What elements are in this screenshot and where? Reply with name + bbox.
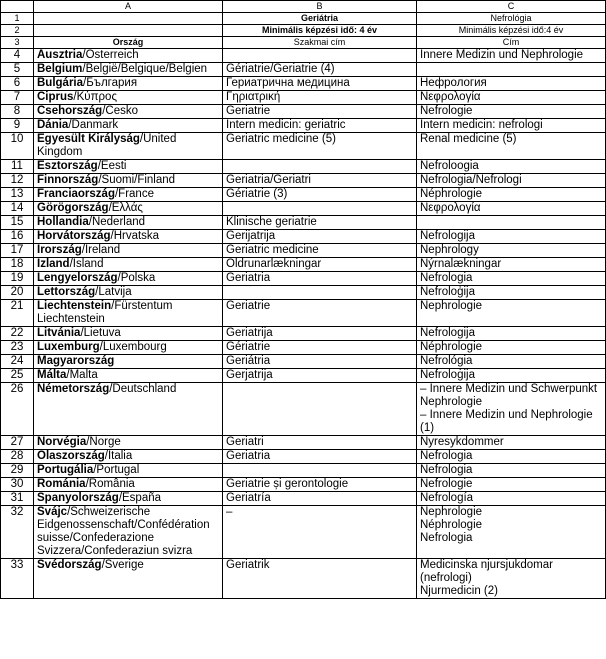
country-name-local: /Fürstentum Liechtenstein — [37, 300, 173, 325]
header-cell-a — [34, 13, 223, 25]
country-name-local: /България — [83, 77, 138, 89]
nephrology-title: Nefrologie — [420, 105, 473, 117]
geriatrics-title: Ġerjatrija — [226, 369, 273, 381]
geriatrics-title: Geriatrie — [226, 300, 271, 312]
country-name-local: /Κύπρος — [73, 91, 117, 103]
nephrology-title-cell — [417, 355, 606, 369]
table-row — [1, 105, 606, 119]
nephrology-title-cell — [417, 464, 606, 478]
nephrology-title: Nefrologie — [420, 478, 473, 490]
geriatrics-title: Gériatrie/Geriatrie (4) — [226, 63, 335, 75]
country-cell — [34, 160, 223, 174]
country-cell — [34, 383, 223, 436]
row-number: 12 — [1, 174, 34, 188]
country-name-hungarian: Belgium — [37, 63, 83, 75]
nephrology-title: Нефрология — [420, 77, 487, 89]
row-number: 16 — [1, 230, 34, 244]
geriatrics-title-cell — [223, 369, 417, 383]
country-name-local: /Malta — [66, 369, 98, 381]
row-number: 3 — [1, 37, 34, 49]
country-name-local: /Portugal — [93, 464, 140, 476]
nephrology-title-cell — [417, 244, 606, 258]
nephrology-title: Njurmedicin (2) — [420, 585, 498, 597]
country-name-hungarian: Norvégia — [37, 436, 87, 448]
geriatrics-title: Gériatrie (3) — [226, 188, 288, 200]
table-row — [1, 230, 606, 244]
row-number: 27 — [1, 436, 34, 450]
row-number: 18 — [1, 258, 34, 272]
country-name-hungarian: Luxemburg — [37, 341, 100, 353]
country-cell — [34, 327, 223, 341]
nephrology-title-cell — [417, 327, 606, 341]
geriatrics-title: Geriatria/Geriatri — [226, 174, 311, 186]
country-name-hungarian: Svájc — [37, 506, 68, 518]
country-name-hungarian: Finnország — [37, 174, 99, 186]
row-number: 7 — [1, 91, 34, 105]
row-number: 9 — [1, 119, 34, 133]
geriatrics-title: Gerijatrija — [226, 230, 276, 242]
table-row — [1, 272, 606, 286]
row-number: 10 — [1, 133, 34, 160]
nephrology-title: – Innere Medizin und Nephrologie (1) — [420, 409, 593, 434]
table-row — [1, 188, 606, 202]
country-name-hungarian: Dánia — [37, 119, 69, 131]
table-row — [1, 174, 606, 188]
geriatrics-title: Geriatric medicine (5) — [226, 133, 336, 145]
geriatrics-title-cell — [223, 300, 417, 327]
country-cell — [34, 355, 223, 369]
row-number: 28 — [1, 450, 34, 464]
row-number: 6 — [1, 77, 34, 91]
nephrology-title-cell — [417, 559, 606, 599]
country-name-local: /Luxembourg — [99, 341, 167, 353]
geriatrics-title-cell — [223, 119, 417, 133]
geriatrics-title: Geriatría — [226, 492, 271, 504]
nephrology-title-cell — [417, 77, 606, 91]
nephrology-title-cell — [417, 133, 606, 160]
geriatrics-title-cell — [223, 506, 417, 559]
country-name-hungarian: Románia — [37, 478, 86, 490]
geriatrics-title: Гериатрична медицина — [226, 77, 350, 89]
geriatrics-title-cell — [223, 272, 417, 286]
nephrology-title: Nefrologia — [420, 450, 473, 462]
country-name-local: /Česko — [102, 105, 138, 117]
geriatrics-title-cell — [223, 105, 417, 119]
country-name-local: /Danmark — [68, 119, 119, 131]
country-cell — [34, 450, 223, 464]
nephrology-title-cell — [417, 230, 606, 244]
nephrology-title-cell — [417, 341, 606, 355]
geriatrics-title: Öldrunarlækningar — [226, 258, 322, 270]
column-letter-row — [1, 1, 606, 13]
nephrology-title: Nephrology — [420, 244, 479, 256]
nephrology-title: Nephrologie — [420, 300, 483, 312]
country-cell — [34, 216, 223, 230]
nephrology-title-cell — [417, 258, 606, 272]
country-name-hungarian: Ciprus — [37, 91, 74, 103]
row-number: 19 — [1, 272, 34, 286]
row-number: 13 — [1, 188, 34, 202]
geriatrics-title-cell — [223, 492, 417, 506]
geriatrics-title: Klinische geriatrie — [226, 216, 317, 228]
country-cell — [34, 559, 223, 599]
geriatrics-title: Γηριατρική — [226, 91, 281, 103]
nephrology-title: Nýrnalækningar — [420, 258, 502, 270]
geriatrics-title-cell — [223, 286, 417, 300]
nephrology-title: Nefroloġija — [420, 369, 475, 381]
country-cell — [34, 244, 223, 258]
country-cell — [34, 341, 223, 355]
geriatrics-title: Geriatric medicine — [226, 244, 319, 256]
column-letter-b: B — [223, 1, 417, 13]
header-row-3 — [1, 37, 606, 49]
country-name-hungarian: Észtország — [37, 160, 98, 172]
country-name-local: /United Kingdom — [37, 133, 177, 158]
row-number: 21 — [1, 300, 34, 327]
country-name-local: /Italia — [104, 450, 133, 462]
geriatrics-title-cell — [223, 478, 417, 492]
nephrology-title: Renal medicine (5) — [420, 133, 517, 145]
country-cell — [34, 258, 223, 272]
geriatrics-title-cell — [223, 230, 417, 244]
country-cell — [34, 133, 223, 160]
table-row — [1, 492, 606, 506]
table-row — [1, 133, 606, 160]
country-name-local: /Eesti — [97, 160, 127, 172]
country-name-hungarian: Magyarország — [37, 355, 115, 367]
nephrology-title: Νεφρολογία — [420, 202, 481, 214]
nephrology-title: Νεφρολογία — [420, 91, 481, 103]
nephrology-title-cell — [417, 63, 606, 77]
geriatrics-title-cell — [223, 355, 417, 369]
nephrology-title: Nefroloģija — [420, 286, 475, 298]
country-cell — [34, 272, 223, 286]
geriatrics-title-cell — [223, 63, 417, 77]
nephrology-title: Nefrología — [420, 492, 474, 504]
nephrology-title-cell — [417, 202, 606, 216]
country-name-hungarian: Írország — [37, 244, 82, 256]
country-cell — [34, 230, 223, 244]
table-row — [1, 77, 606, 91]
geriatrics-title-cell — [223, 559, 417, 599]
table-row — [1, 355, 606, 369]
country-name-local: /France — [114, 188, 154, 200]
country-cell — [34, 492, 223, 506]
country-cell — [34, 202, 223, 216]
nephrology-title: Néphrologie — [420, 188, 483, 200]
geriatrics-title-cell — [223, 327, 417, 341]
table-row — [1, 436, 606, 450]
country-name-hungarian: Málta — [37, 369, 67, 381]
country-cell — [34, 506, 223, 559]
country-name-hungarian: Svédország — [37, 559, 102, 571]
nephrology-title-cell — [417, 286, 606, 300]
row-number: 5 — [1, 63, 34, 77]
nephrology-title: Nefroloogia — [420, 160, 479, 172]
table-row — [1, 341, 606, 355]
table-row — [1, 369, 606, 383]
geriatrics-title-cell — [223, 174, 417, 188]
country-name-local: /Ελλάς — [108, 202, 143, 214]
nephrology-title-cell — [417, 272, 606, 286]
country-cell — [34, 286, 223, 300]
country-cell — [34, 174, 223, 188]
country-name-local: /Lietuva — [80, 327, 121, 339]
row-number: 20 — [1, 286, 34, 300]
geriatrics-title: Geriatrik — [226, 559, 270, 571]
country-name-hungarian: Liechtenstein — [37, 300, 112, 312]
geriatrics-title: Geriatrie — [226, 105, 271, 117]
geriatrics-title-cell — [223, 160, 417, 174]
country-name-hungarian: Németország — [37, 383, 110, 395]
row-number: 1 — [1, 13, 34, 25]
column-letter-a: A — [34, 1, 223, 13]
country-name-local: /Österreich — [82, 49, 139, 61]
table-row — [1, 383, 606, 436]
corner-cell — [1, 1, 34, 13]
country-name-local: /Ireland — [81, 244, 121, 256]
header-cell-a — [34, 25, 223, 37]
row-number: 11 — [1, 160, 34, 174]
geriatrics-title-cell — [223, 188, 417, 202]
country-cell — [34, 300, 223, 327]
geriatrics-title-cell — [223, 341, 417, 355]
country-cell — [34, 478, 223, 492]
country-name-hungarian: Ausztria — [37, 49, 83, 61]
nephrology-title-cell — [417, 49, 606, 63]
geriatrics-title: Gériatrie — [226, 341, 271, 353]
table-row — [1, 450, 606, 464]
nephrology-title-cell — [417, 383, 606, 436]
country-name-hungarian: Portugália — [37, 464, 94, 476]
table-row — [1, 63, 606, 77]
row-number: 15 — [1, 216, 34, 230]
column-letter-c: C — [417, 1, 606, 13]
row-number: 17 — [1, 244, 34, 258]
table-row — [1, 478, 606, 492]
country-cell — [34, 119, 223, 133]
table-row — [1, 464, 606, 478]
geriatrics-title: Geriatria — [226, 272, 271, 284]
country-name-hungarian: Lengyelország — [37, 272, 118, 284]
nephrology-title-cell — [417, 300, 606, 327]
header-row-2 — [1, 25, 606, 37]
country-name-local: /Nederland — [88, 216, 146, 228]
country-name-hungarian: Csehország — [37, 105, 103, 117]
geriatrics-title-cell — [223, 450, 417, 464]
geriatrics-title-cell — [223, 383, 417, 436]
nephrology-title: Néphrologie — [420, 519, 483, 531]
country-name-local: /Schweizerische Eidgenossenschaft/Confédération suisse/Confederazione Svizzera/Confederaziun svizra — [37, 506, 210, 557]
country-cell — [34, 464, 223, 478]
country-cell — [34, 77, 223, 91]
country-name-local: /Polska — [117, 272, 156, 284]
nephrology-title-cell — [417, 160, 606, 174]
country-name-local: /Suomi/Finland — [98, 174, 176, 186]
specialty-nephrology-heading: Nefrológia — [417, 13, 606, 25]
nephrology-title: Nefrologia/Nefrologi — [420, 174, 522, 186]
row-number: 24 — [1, 355, 34, 369]
nephrology-title-cell — [417, 216, 606, 230]
country-cell — [34, 105, 223, 119]
nephrology-title: Nefrologija — [420, 230, 475, 242]
row-number: 23 — [1, 341, 34, 355]
geriatrics-title-cell — [223, 133, 417, 160]
country-name-local: /Sverige — [101, 559, 144, 571]
geriatrics-title-cell — [223, 216, 417, 230]
nephrology-title: – Innere Medizin und Schwerpunkt Nephrologie — [420, 383, 598, 408]
country-cell — [34, 63, 223, 77]
nephrology-title: Innere Medizin und Nephrologie — [420, 49, 584, 61]
table-row — [1, 286, 606, 300]
country-name-hungarian: Franciaország — [37, 188, 115, 200]
country-name-hungarian: Lettország — [37, 286, 96, 298]
geriatrics-title: Intern medicin: geriatric — [226, 119, 346, 131]
row-number: 30 — [1, 478, 34, 492]
row-number: 29 — [1, 464, 34, 478]
geriatrics-title-cell — [223, 464, 417, 478]
nephrology-title-cell — [417, 369, 606, 383]
country-name-local: /România — [85, 478, 135, 490]
row-number: 8 — [1, 105, 34, 119]
nephrology-title: Nefrologia — [420, 464, 473, 476]
table-row — [1, 202, 606, 216]
row-number: 22 — [1, 327, 34, 341]
nephrology-title-cell — [417, 105, 606, 119]
table-row — [1, 119, 606, 133]
geriatrics-title: Geriatrie și gerontologie — [226, 478, 349, 490]
nephrology-title: Nefrologia — [420, 532, 473, 544]
country-name-hungarian: Bulgária — [37, 77, 84, 89]
geriatrics-title: Geriatria — [226, 450, 271, 462]
country-name-hungarian: Görögország — [37, 202, 109, 214]
nephrology-title: Nefrologia — [420, 272, 473, 284]
nephrology-title-cell — [417, 492, 606, 506]
table-row — [1, 258, 606, 272]
geriatrics-title-cell — [223, 77, 417, 91]
country-cell — [34, 369, 223, 383]
nephrology-min-training: Minimális képzési idő:4 év — [417, 25, 606, 37]
geriatrics-title-cell — [223, 258, 417, 272]
row-number: 31 — [1, 492, 34, 506]
country-name-hungarian: Izland — [37, 258, 70, 270]
table-row — [1, 559, 606, 599]
country-name-hungarian: Litvánia — [37, 327, 81, 339]
table-row — [1, 244, 606, 258]
row-number: 25 — [1, 369, 34, 383]
nephrology-title-cell — [417, 91, 606, 105]
country-cell — [34, 188, 223, 202]
country-name-local: /Deutschland — [109, 383, 177, 395]
country-name-hungarian: Horvátország — [37, 230, 111, 242]
title-heading: Cím — [417, 37, 606, 49]
nephrology-title: Intern medicin: nefrologi — [420, 119, 543, 131]
country-name-hungarian: Olaszország — [37, 450, 105, 462]
country-cell — [34, 436, 223, 450]
nephrology-title: Nephrologie — [420, 506, 483, 518]
row-number: 32 — [1, 506, 34, 559]
country-name-local: /Norge — [86, 436, 121, 448]
country-name-local: /Latvija — [95, 286, 132, 298]
geriatrics-title: Geriátria — [226, 355, 271, 367]
nephrology-title-cell — [417, 506, 606, 559]
table-row — [1, 506, 606, 559]
nephrology-title-cell — [417, 188, 606, 202]
table-row — [1, 160, 606, 174]
header-row-1 — [1, 13, 606, 25]
country-name-local: /Ísland — [69, 258, 104, 270]
professional-title-heading: Szakmai cím — [223, 37, 417, 49]
table-row — [1, 216, 606, 230]
nephrology-title: Nyresykdommer — [420, 436, 504, 448]
country-column-heading: Ország — [34, 37, 223, 49]
row-number: 33 — [1, 559, 34, 599]
geriatrics-min-training: Minimális képzési idő: 4 év — [223, 25, 417, 37]
geriatrics-title: Geriatrija — [226, 327, 273, 339]
table-row — [1, 91, 606, 105]
geriatrics-title-cell — [223, 91, 417, 105]
nephrology-title: Néphrologie — [420, 341, 483, 353]
nephrology-title: Nefrológia — [420, 355, 473, 367]
row-number: 2 — [1, 25, 34, 37]
geriatrics-title-cell — [223, 436, 417, 450]
specialty-geriatrics-heading: Geriátria — [223, 13, 417, 25]
geriatrics-title-cell — [223, 49, 417, 63]
row-number: 26 — [1, 383, 34, 436]
table-row — [1, 300, 606, 327]
geriatrics-title: Geriatri — [226, 436, 264, 448]
nephrology-title-cell — [417, 174, 606, 188]
row-number: 14 — [1, 202, 34, 216]
table-row — [1, 49, 606, 63]
country-name-local: /Hrvatska — [110, 230, 160, 242]
country-name-hungarian: Spanyolország — [37, 492, 119, 504]
country-name-hungarian: Egyesült Királyság — [37, 133, 140, 145]
country-name-local: /España — [118, 492, 162, 504]
country-cell — [34, 49, 223, 63]
geriatrics-title-cell — [223, 202, 417, 216]
geriatrics-title: – — [226, 506, 233, 518]
row-number: 4 — [1, 49, 34, 63]
table-row — [1, 327, 606, 341]
nephrology-title: Nefrologija — [420, 327, 475, 339]
country-cell — [34, 91, 223, 105]
country-name-hungarian: Hollandia — [37, 216, 89, 228]
nephrology-title-cell — [417, 119, 606, 133]
nephrology-title: Medicinska njursjukdomar (nefrologi) — [420, 559, 553, 584]
nephrology-title-cell — [417, 450, 606, 464]
geriatrics-title-cell — [223, 244, 417, 258]
nephrology-title-cell — [417, 436, 606, 450]
country-name-local: /België/Belgique/Belgien — [82, 63, 208, 75]
nephrology-title-cell — [417, 478, 606, 492]
